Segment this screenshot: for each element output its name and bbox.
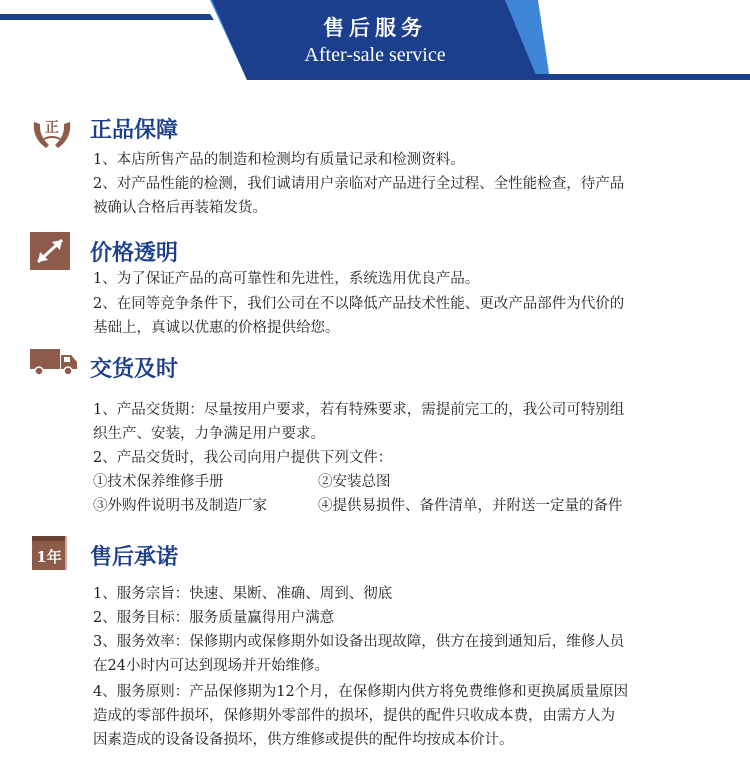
section-line: 4、服务原则：产品保修期为12个月，在保修期内供方将免费维修和更换属质量原因 (93, 684, 629, 700)
section-line: 基础上，真诚以优惠的价格提供给您。 (93, 320, 340, 336)
doc-item: ①技术保养维修手册 (93, 474, 224, 490)
doc-item: ③外购件说明书及制造厂家 (93, 498, 267, 514)
section-line: 在24小时内可达到现场并开始维修。 (93, 658, 329, 674)
section-line: 2、服务目标：服务质量赢得用户满意 (93, 610, 335, 626)
diagonal-arrow-icon (30, 232, 70, 274)
section-line: 被确认合格后再装箱发货。 (93, 200, 267, 216)
section-line: 1、本店所售产品的制造和检测均有质量记录和检测资料。 (93, 152, 465, 168)
page-title: 售后服务 (323, 15, 427, 40)
section-title: 价格透明 (90, 240, 179, 266)
page-subtitle: After-sale service (304, 44, 446, 66)
section-line: 2、产品交货时，我公司向用户提供下列文件： (93, 450, 393, 466)
section-title: 交货及时 (90, 356, 179, 382)
truck-icon (30, 345, 78, 381)
calendar-one-year-icon (30, 532, 70, 576)
section-line: 造成的零部件损坏，保修期外零部件的损坏，提供的配件只收成本费，由需方人为 (93, 708, 615, 724)
doc-item: ④提供易损件、备件清单，并附送一定量的备件 (318, 498, 623, 514)
section-line: 1、产品交货期：尽量按用户要求，若有特殊要求，需提前完工的，我公司可特别组 (93, 402, 625, 418)
section-line: 织生产、安装，力争满足用户要求。 (93, 426, 325, 442)
genuine-hands-icon (30, 112, 74, 156)
genuine-icon-text: 正 (45, 120, 59, 136)
section-title: 正品保障 (90, 117, 179, 143)
calendar-icon-text: 1年 (36, 548, 62, 566)
doc-item: ②安装总图 (318, 474, 391, 490)
section-title: 售后承诺 (90, 544, 179, 570)
header-banner (0, 0, 750, 80)
section-line: 因素造成的设备设备损坏，供方维修或提供的配件均按成本价计。 (93, 732, 514, 748)
section-line: 1、服务宗旨：快速、果断、准确、周到、彻底 (93, 586, 393, 602)
section-line: 1、为了保证产品的高可靠性和先进性，系统选用优良产品。 (93, 271, 480, 287)
section-line: 2、在同等竞争条件下，我们公司在不以降低产品技术性能、更改产品部件为代价的 (93, 296, 625, 312)
section-line: 2、对产品性能的检测，我们诚请用户亲临对产品进行全过程、全性能检查，待产品 (93, 176, 625, 192)
section-line: 3、服务效率：保修期内或保修期外如设备出现故障，供方在接到通知后，维修人员 (93, 634, 625, 650)
